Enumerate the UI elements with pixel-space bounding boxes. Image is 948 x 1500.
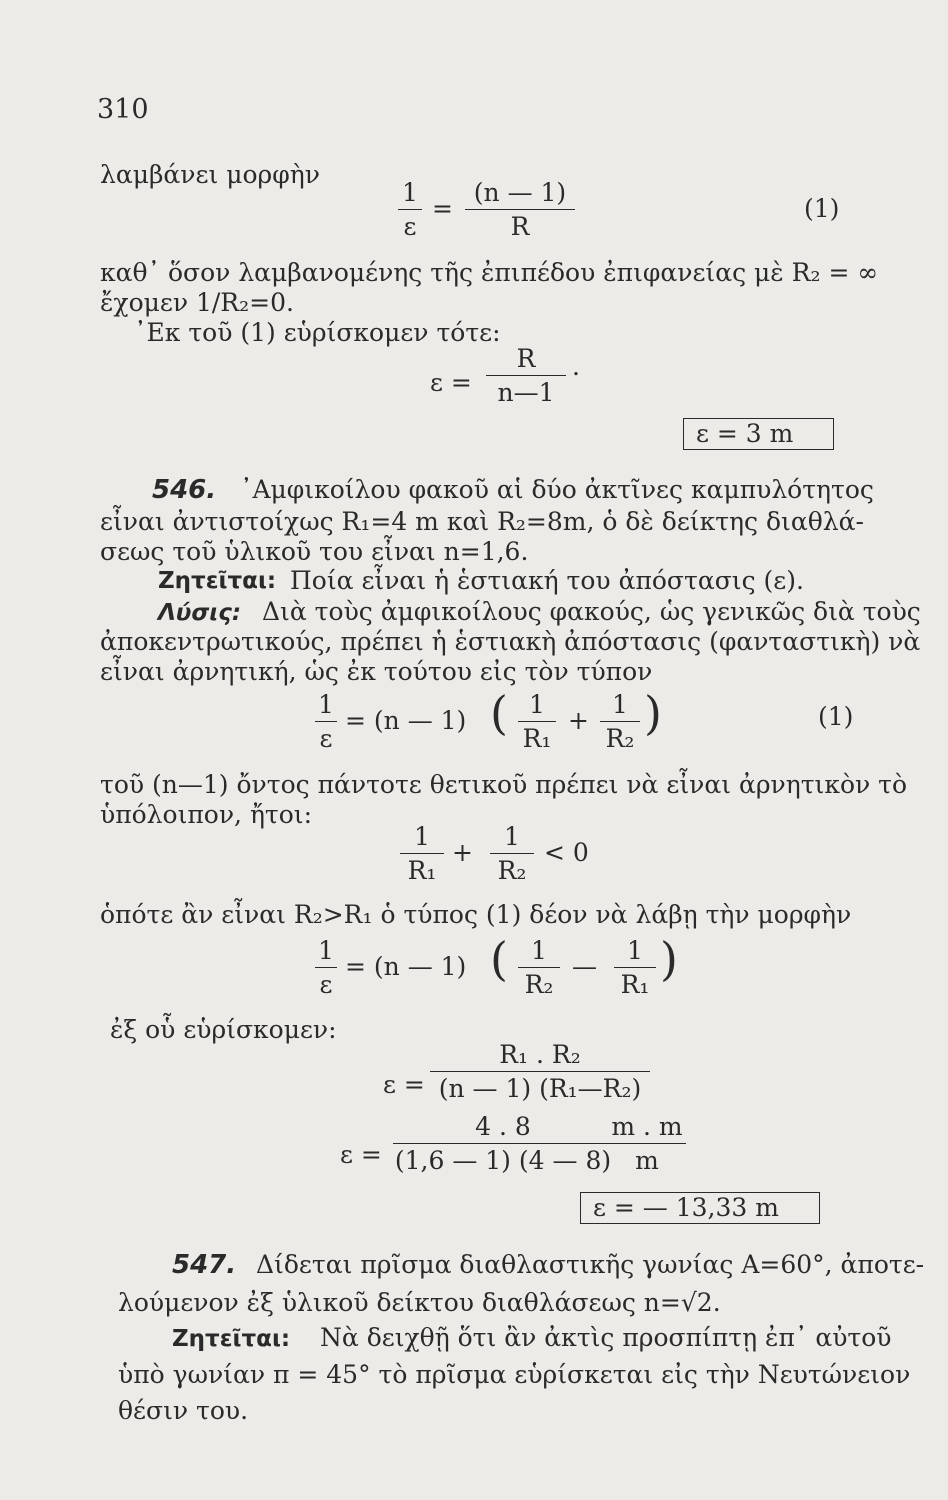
- solution-label: Λύσις:: [158, 600, 242, 626]
- equation-label: (1): [818, 702, 854, 731]
- text-line: εἶναι ἀντιστοίχως R₁=4 m καὶ R₂=8m, ὁ δὲ δείκτης διαθλά-: [100, 507, 864, 536]
- denominator: (1,6 — 1) (4 — 8): [394, 1146, 612, 1175]
- numerator: 1: [414, 822, 430, 851]
- open-paren: (: [490, 932, 508, 986]
- denominator: R₂: [605, 724, 635, 753]
- denominator: R₁: [620, 970, 650, 999]
- text-line: τοῦ (n—1) ὄντος πάντοτε θετικοῦ πρέπει νὰ εἶναι ἀρνητικὸν τὸ: [100, 770, 908, 799]
- equation-lhs: ε =: [430, 368, 472, 397]
- close-paren: ): [660, 932, 678, 986]
- numerator: 1: [504, 822, 520, 851]
- text-line: Διὰ τοὺς ἀμφικοίλους φακούς, ὡς γενικῶς διὰ τοὺς: [262, 597, 921, 626]
- fraction-bar: [614, 967, 656, 968]
- equation-lhs: ε =: [383, 1070, 425, 1099]
- denominator: ε: [403, 212, 417, 241]
- asked-label: Ζητεῖται:: [172, 1326, 291, 1352]
- text-line: Νὰ δειχθῇ ὅτι ἂν ἀκτὶς προσπίπτῃ ἐπ᾽ αὐτοῦ: [320, 1323, 892, 1352]
- text-line: Ποία εἶναι ἡ ἑστιακή του ἀπόστασις (ε).: [290, 566, 804, 595]
- text-line: λούμενον ἐξ ὑλικοῦ δείκτου διαθλάσεως n=√2.: [118, 1288, 721, 1317]
- fraction: [490, 822, 534, 885]
- fraction: [486, 344, 566, 407]
- open-paren: (: [490, 686, 508, 740]
- fraction-bar: [393, 1143, 613, 1144]
- text-line: ὑπὸ γωνίαν π = 45° τὸ πρῖσμα εὑρίσκεται εἰς τὴν Νευτώνειον: [118, 1360, 911, 1389]
- denominator: R: [510, 212, 530, 241]
- equation-middle: = (n — 1): [345, 706, 467, 735]
- denominator: m: [635, 1146, 659, 1175]
- fraction-bar: [430, 1071, 650, 1072]
- fraction-bar: [600, 721, 640, 722]
- text-line: λαμβάνει μορφὴν: [100, 160, 320, 189]
- text-line: καθ᾽ ὅσον λαμβανομένης τῆς ἐπιπέδου ἐπιφανείας μὲ R₂ = ∞: [100, 258, 879, 287]
- fraction-bar: [518, 721, 556, 722]
- fraction: [465, 178, 575, 241]
- numerator: 1: [612, 690, 628, 719]
- fraction: [315, 690, 337, 753]
- text-line: ὑπόλοιπον, ἤτοι:: [100, 800, 313, 829]
- text-line: θέσιν του.: [118, 1396, 249, 1425]
- fraction: [398, 178, 422, 241]
- fraction: [430, 1040, 650, 1103]
- numerator: 1: [318, 690, 334, 719]
- operator: +: [568, 706, 589, 735]
- fraction: [315, 936, 337, 999]
- unit-fraction: [608, 1112, 686, 1175]
- operator: +: [452, 838, 473, 867]
- text-line: ᾽Αμφικοίλου φακοῦ αἱ δύο ἀκτῖνες καμπυλότητος: [240, 475, 874, 504]
- fraction: [518, 936, 560, 999]
- dot: .: [572, 352, 580, 381]
- numerator: 1: [627, 936, 643, 965]
- inequality: < 0: [544, 838, 589, 867]
- denominator: ε: [319, 970, 333, 999]
- fraction-bar: [486, 375, 566, 376]
- fraction: [393, 1112, 613, 1175]
- numerator: (n — 1): [473, 178, 567, 207]
- numerator: R₁ . R₂: [499, 1040, 581, 1069]
- denominator: ε: [319, 724, 333, 753]
- denominator: R₁: [522, 724, 552, 753]
- fraction: [600, 690, 640, 753]
- numerator: 1: [402, 178, 418, 207]
- numerator: 1: [529, 690, 545, 719]
- denominator: R₁: [407, 856, 437, 885]
- equation-middle: = (n — 1): [345, 952, 467, 981]
- numerator: 1: [531, 936, 547, 965]
- text-line: ἔχομεν 1/R₂=0.: [100, 288, 294, 317]
- problem-number: 546.: [152, 475, 217, 505]
- fraction: [400, 822, 444, 885]
- text-line: σεως τοῦ ὑλικοῦ του εἶναι n=1,6.: [100, 537, 529, 566]
- boxed-result: ε = 3 m: [683, 418, 834, 450]
- numerator: 4 . 8: [475, 1112, 531, 1141]
- fraction-bar: [608, 1143, 686, 1144]
- fraction-bar: [315, 721, 337, 722]
- fraction-bar: [465, 209, 575, 210]
- denominator: R₂: [497, 856, 527, 885]
- text-line: ἐξ οὗ εὑρίσκομεν:: [110, 1015, 337, 1044]
- denominator: R₂: [524, 970, 554, 999]
- numerator: m . m: [611, 1112, 683, 1141]
- close-paren: ): [644, 686, 662, 740]
- page-number: 310: [97, 94, 149, 125]
- fraction-bar: [400, 853, 444, 854]
- text-line: Δίδεται πρῖσμα διαθλαστικῆς γωνίας Α=60°, ἀποτε-: [256, 1250, 925, 1279]
- fraction-bar: [518, 967, 560, 968]
- fraction-bar: [490, 853, 534, 854]
- fraction-bar: [315, 967, 337, 968]
- numerator: R: [516, 344, 536, 373]
- denominator: (n — 1) (R₁—R₂): [438, 1074, 642, 1103]
- fraction: [614, 936, 656, 999]
- equation-lhs: ε =: [340, 1140, 382, 1169]
- text-line: ἀποκεντρωτικούς, πρέπει ἡ ἑστιακὴ ἀπόστασις (φανταστικὴ) νὰ: [100, 627, 921, 656]
- fraction-bar: [398, 209, 422, 210]
- equals-sign: =: [432, 194, 453, 223]
- denominator: n—1: [497, 378, 555, 407]
- equation-label: (1): [804, 194, 840, 223]
- text-line: ὁπότε ἂν εἶναι R₂>R₁ ὁ τύπος (1) δέον νὰ λάβῃ τὴν μορφὴν: [100, 900, 852, 929]
- operator: —: [572, 952, 597, 981]
- text-line: ᾽Εκ τοῦ (1) εὑρίσκομεν τότε:: [134, 318, 501, 347]
- asked-label: Ζητεῖται:: [158, 568, 277, 594]
- fraction: [518, 690, 556, 753]
- boxed-result: ε = — 13,33 m: [580, 1192, 820, 1224]
- numerator: 1: [318, 936, 334, 965]
- problem-number: 547.: [172, 1250, 237, 1280]
- text-line: εἶναι ἀρνητική, ὡς ἐκ τούτου εἰς τὸν τύπον: [100, 657, 653, 686]
